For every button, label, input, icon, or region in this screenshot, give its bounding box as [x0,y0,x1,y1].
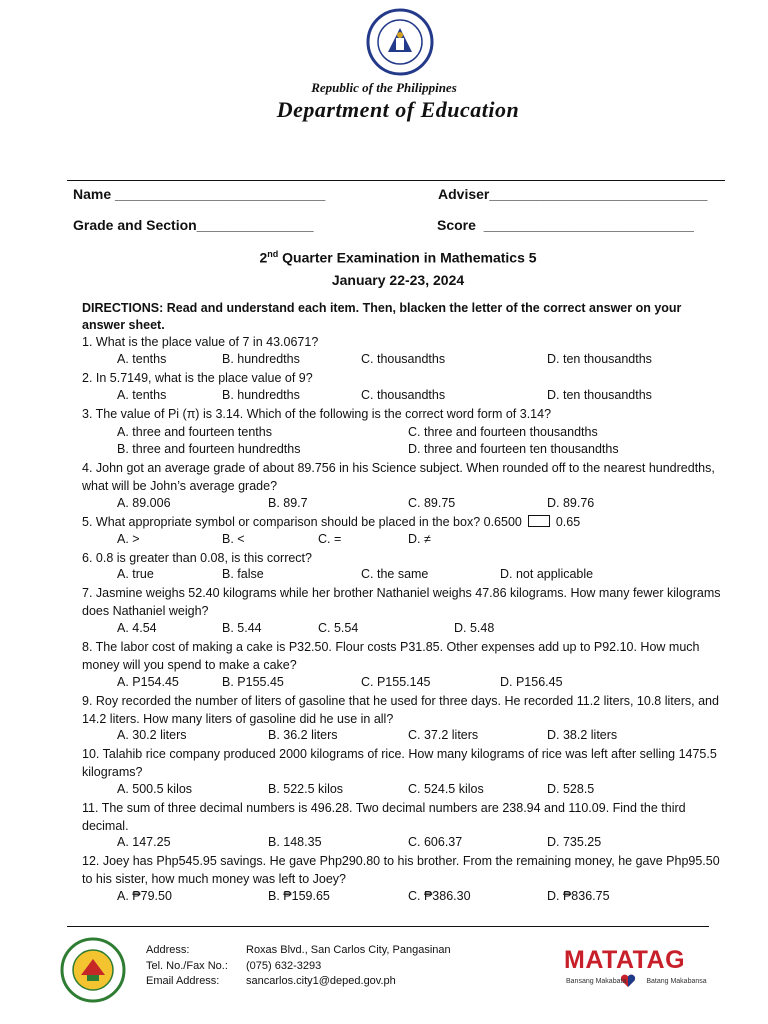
q4-option-a[interactable]: A. 89.006 [117,496,171,510]
republic-line: Republic of the Philippines [311,80,457,95]
tel-value: (075) 632-3293 [246,960,322,972]
matatag-sub-left: Bansang Makabata [566,978,627,985]
question-4: 4. John got an average grade of about 89.756 in his Science subject. When rounded off to the nearest hundredths, what will be John’s average grade? [82,461,715,493]
title-ordinal: 2 [259,249,268,266]
q2-option-b[interactable]: B. hundredths [222,388,300,402]
q10-option-b[interactable]: B. 522.5 kilos [268,782,344,796]
q10-option-a[interactable]: A. 500.5 kilos [117,782,193,796]
q2-option-a[interactable]: A. tenths [117,388,167,402]
q2-option-c[interactable]: C. thousandths [361,388,446,402]
q5-option-b[interactable]: B. < [222,532,245,546]
question-5 [82,514,722,532]
address-label: Address: [146,944,190,956]
grade-section-field[interactable]: Grade and Section_______________ [73,217,314,233]
q1-option-d[interactable]: D. ten thousandths [547,352,652,366]
email-label: Email Address: [146,975,220,987]
score-field[interactable]: Score ___________________________ [437,217,694,233]
division-logo [60,937,126,1003]
q11-option-a[interactable]: A. 147.25 [117,835,171,849]
bottom-divider [67,926,709,927]
email-value[interactable]: sancarlos.city1@deped.gov.ph [246,975,396,987]
q8-option-a[interactable]: A. P154.45 [117,675,179,689]
question-11: 11. The sum of three decimal numbers is 496.28. Two decimal numbers are 238.94 and 110.09. Find the third decimal. [82,801,686,833]
q9-option-a[interactable]: A. 30.2 liters [117,728,187,742]
q6-option-d[interactable]: D. not applicable [500,567,594,581]
exam-date: January 22-23, 2024 [331,272,465,288]
q1-option-b[interactable]: B. hundredths [222,352,300,366]
question-8: 8. The labor cost of making a cake is P32.50. Flour costs P31.85. Other expenses add up to P92.10. How much money will you spend to make a cake? [82,640,700,672]
department-title: Department of Education [276,97,520,122]
q6-option-c[interactable]: C. the same [361,567,429,581]
q7-option-d[interactable]: D. 5.48 [454,621,495,635]
q7-option-b[interactable]: B. 5.44 [222,621,262,635]
question-6: 6. 0.8 is greater than 0.08, is this correct? [82,551,312,565]
q1-option-c[interactable]: C. thousandths [361,352,446,366]
q4-option-b[interactable]: B. 89.7 [268,496,308,510]
q11-option-d[interactable]: D. 735.25 [547,835,602,849]
exam-title [0,249,768,266]
question-3: 3. The value of Pi (π) is 3.14. Which of the following is the correct word form of 3.14? [82,407,552,421]
title-rest: Quarter Examination in Mathematics 5 [278,249,537,266]
directions: DIRECTIONS: Read and understand each item. Then, blacken the letter of the correct answer on your answer sheet. [82,301,682,332]
matatag-tagline [566,978,707,985]
deped-seal [366,8,434,76]
q5-text: 5. What appropriate symbol or comparison should be placed in the box? 0.6500 [82,515,522,529]
question-7: 7. Jasmine weighs 52.40 kilograms while her brother Nathaniel weighs 47.86 kilograms. How many fewer kilograms does Nathaniel weigh? [82,586,721,618]
matatag-logo: MATATAG [564,946,686,974]
top-divider [67,180,725,181]
q9-option-d[interactable]: D. 38.2 liters [547,728,618,742]
q10-option-c[interactable]: C. 524.5 kilos [408,782,484,796]
q1-option-a[interactable]: A. tenths [117,352,167,366]
question-2: 2. In 5.7149, what is the place value of 9? [82,371,313,385]
question-12: 12. Joey has Php545.95 savings. He gave Php290.80 to his brother. From the remaining money, he gave Php95.50 to his sister, how much money was left to Joey? [82,854,720,886]
q12-option-a[interactable]: A. ₱79.50 [117,889,172,903]
title-ordinal-suffix: nd [267,249,279,259]
matatag-sub-right: Batang Makabansa [646,978,707,985]
q5-option-d[interactable]: D. ≠ [408,532,431,546]
q8-option-b[interactable]: B. P155.45 [222,675,284,689]
q4-option-c[interactable]: C. 89.75 [408,496,456,510]
q5-option-a[interactable]: A. > [117,532,140,546]
q9-option-c[interactable]: C. 37.2 liters [408,728,479,742]
q9-option-b[interactable]: B. 36.2 liters [268,728,338,742]
q7-option-a[interactable]: A. 4.54 [117,621,157,635]
name-field[interactable]: Name ___________________________ [73,186,326,202]
q12-option-d[interactable]: D. ₱836.75 [547,889,610,903]
q7-option-c[interactable]: C. 5.54 [318,621,359,635]
q6-option-a[interactable]: A. true [117,567,154,581]
q10-option-d[interactable]: D. 528.5 [547,782,595,796]
q3-option-a[interactable]: A. three and fourteen tenths [117,425,272,439]
question-10: 10. Talahib rice company produced 2000 kilograms of rice. How many kilograms of rice was left after selling 1475.5 kilograms? [82,747,717,779]
q12-option-b[interactable]: B. ₱159.65 [268,889,330,903]
q11-option-b[interactable]: B. 148.35 [268,835,322,849]
q5-text-after: 0.65 [555,515,581,529]
q5-option-c[interactable]: C. = [318,532,342,546]
comparison-box [528,515,550,527]
q4-option-d[interactable]: D. 89.76 [547,496,595,510]
q6-option-b[interactable]: B. false [222,567,264,581]
q8-option-d[interactable]: D. P156.45 [500,675,563,689]
q3-option-d[interactable]: D. three and fourteen ten thousandths [408,442,619,456]
question-9: 9. Roy recorded the number of liters of gasoline that he used for three days. He recorded 11.2 liters, 10.8 liters, and 14.2 liters. How many liters of gasoline did he use in all? [82,694,719,726]
question-1: 1. What is the place value of 7 in 43.0671? [82,335,319,349]
adviser-field[interactable]: Adviser____________________________ [438,186,708,202]
q8-option-c[interactable]: C. P155.145 [361,675,431,689]
q2-option-d[interactable]: D. ten thousandths [547,388,652,402]
tel-label: Tel. No./Fax No.: [146,960,228,972]
address-value: Roxas Blvd., San Carlos City, Pangasinan [246,944,451,956]
q3-option-b[interactable]: B. three and fourteen hundredths [117,442,301,456]
q11-option-c[interactable]: C. 606.37 [408,835,463,849]
q3-option-c[interactable]: C. three and fourteen thousandths [408,425,598,439]
q12-option-c[interactable]: C. ₱386.30 [408,889,471,903]
